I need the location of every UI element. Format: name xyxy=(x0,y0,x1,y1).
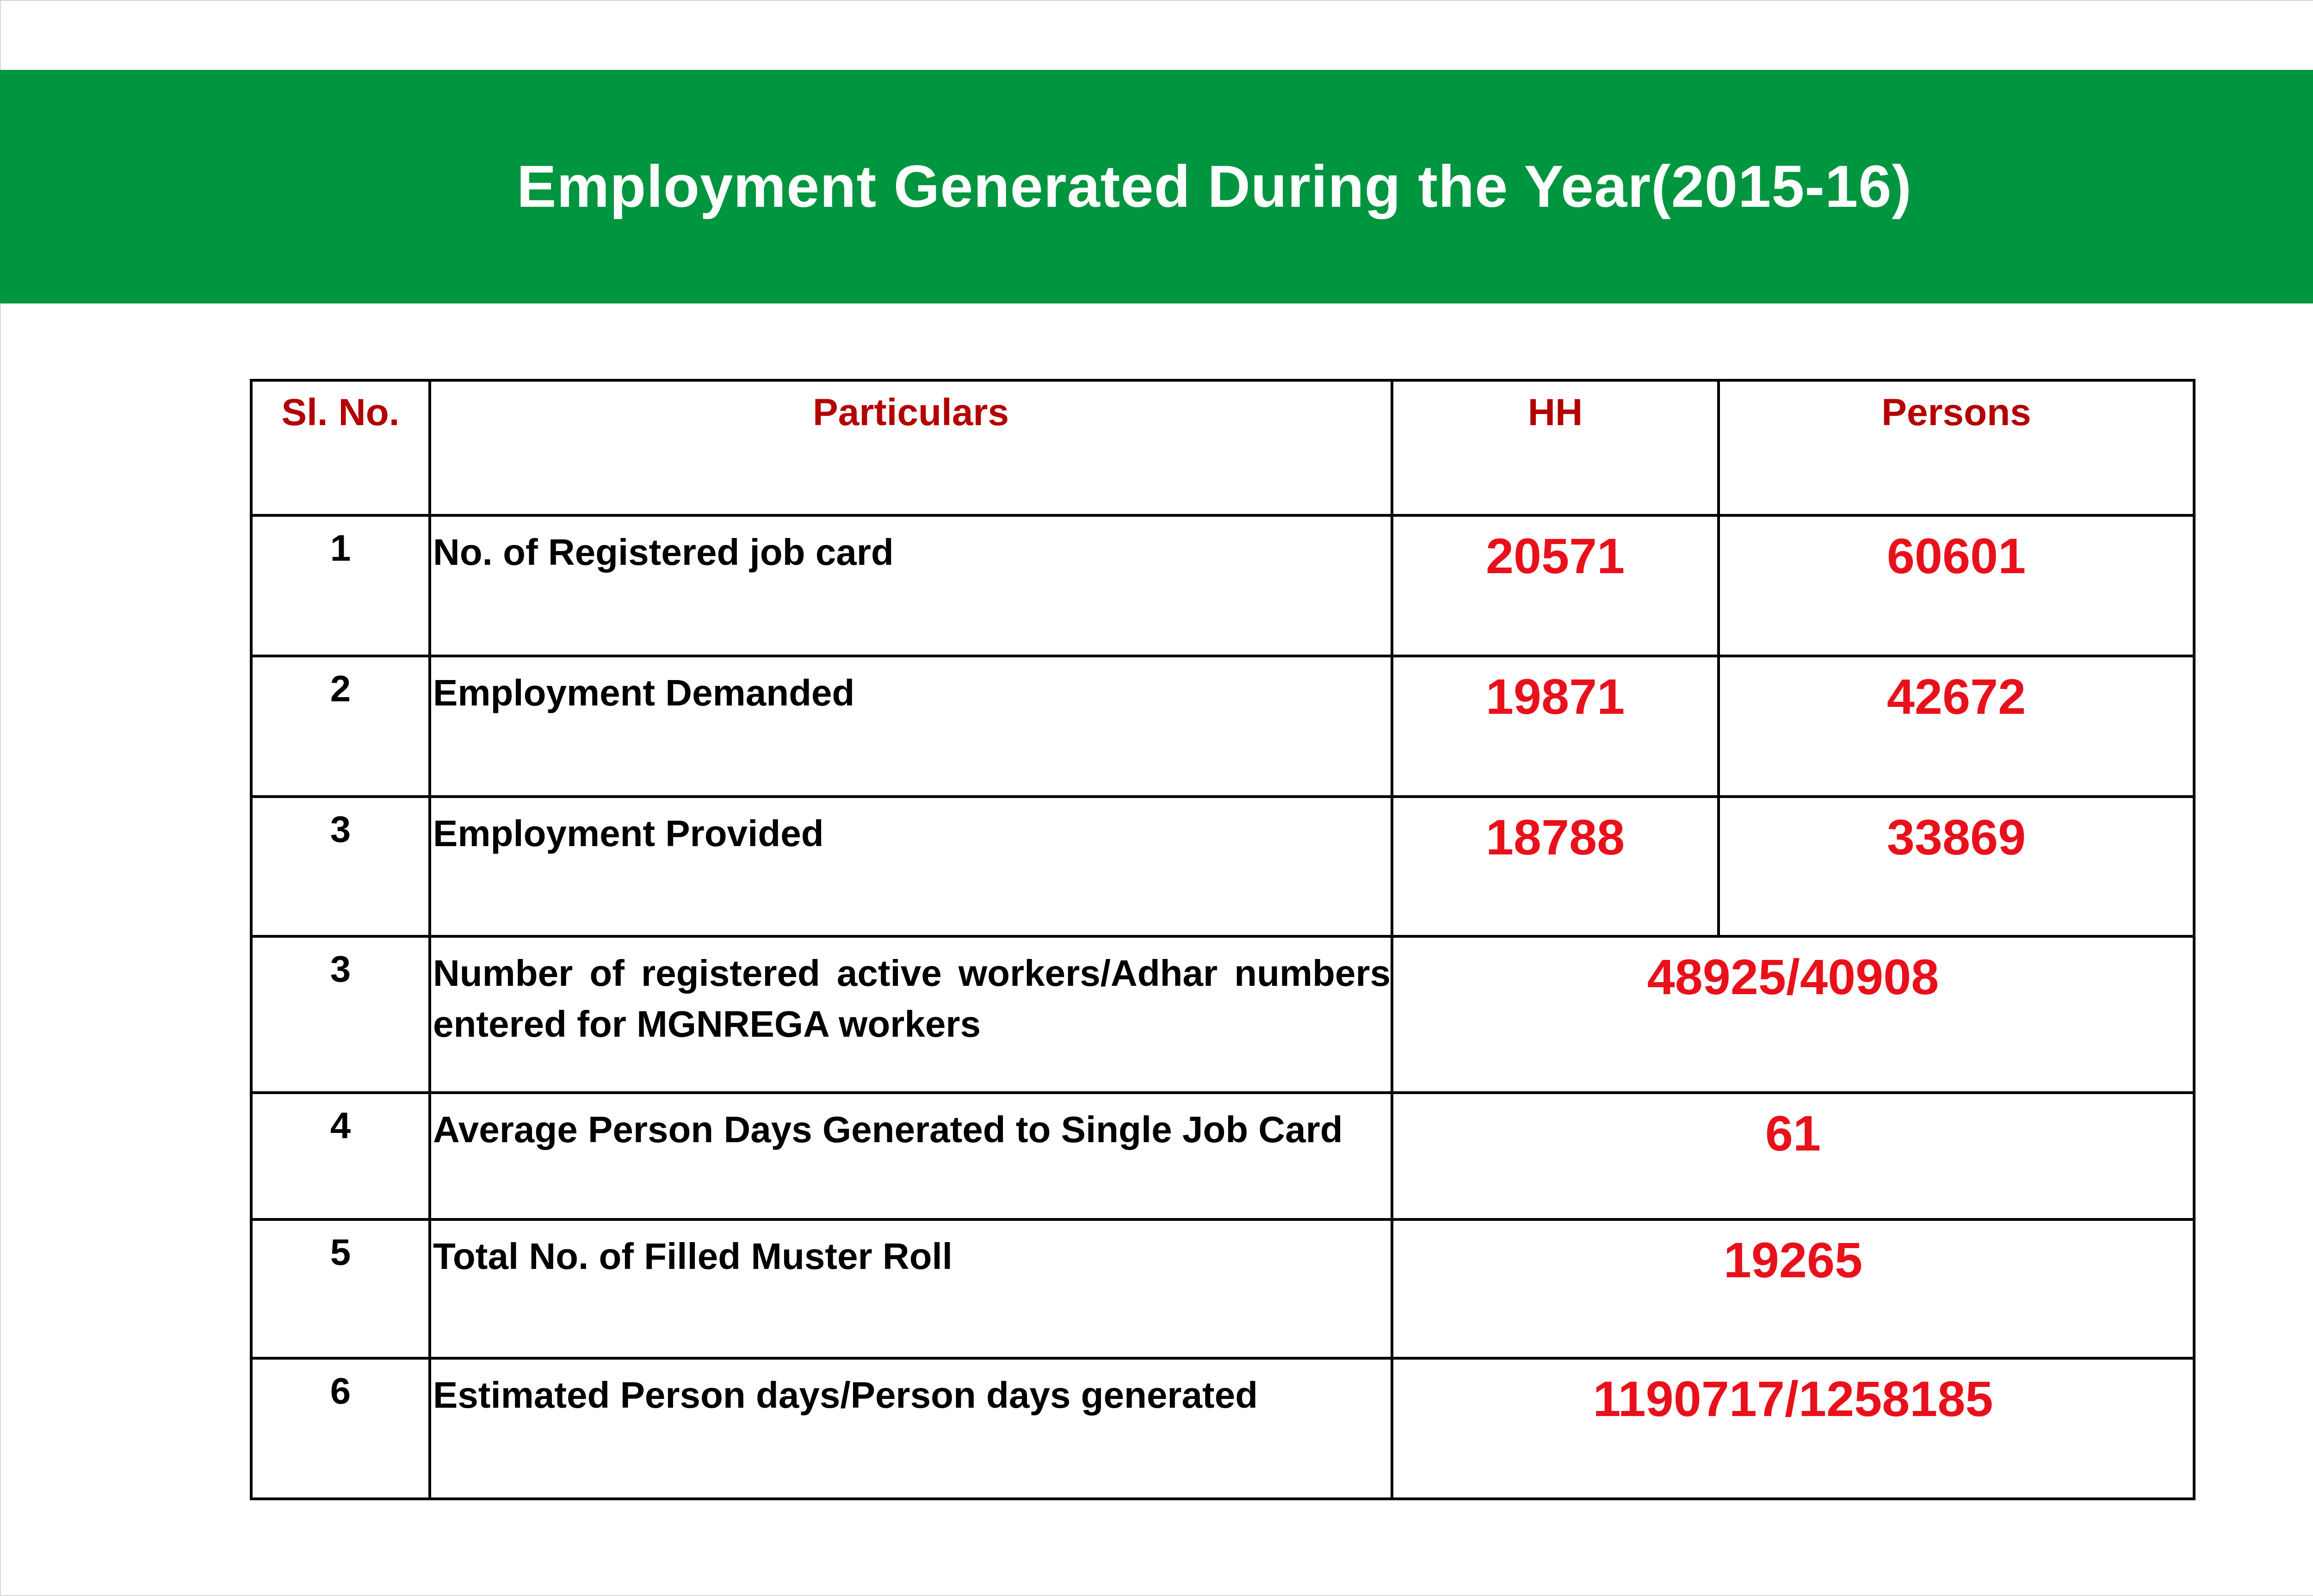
row-sl-no: 5 xyxy=(251,1219,430,1358)
table-row xyxy=(251,1358,2194,1499)
title-band xyxy=(0,70,2313,303)
row-sl-no: 3 xyxy=(251,936,430,1093)
row-particular: Total No. of Filled Muster Roll xyxy=(430,1219,1392,1358)
row-hh-value: 19871 xyxy=(1392,656,1719,797)
row-particular: Number of registered active workers/Adhar numbers entered for MGNREGA workers xyxy=(430,936,1392,1093)
row-sl-no: 6 xyxy=(251,1358,430,1499)
row-persons-value: 42672 xyxy=(1719,656,2194,797)
row-sl-no: 3 xyxy=(251,797,430,936)
table-row xyxy=(251,656,2194,797)
row-particular: No. of Registered job card xyxy=(430,515,1392,656)
row-persons-value: 60601 xyxy=(1719,515,2194,656)
row-hh-value: 20571 xyxy=(1392,515,1719,656)
row-particular: Employment Demanded xyxy=(430,656,1392,797)
row-merged-value: 1190717/1258185 xyxy=(1392,1358,2194,1499)
row-sl-no: 2 xyxy=(251,656,430,797)
header-sl-no: Sl. No. xyxy=(251,380,430,515)
table-row xyxy=(251,936,2194,1093)
table-header-row xyxy=(251,380,2194,515)
table-row xyxy=(251,1219,2194,1358)
table-row xyxy=(251,515,2194,656)
employment-table xyxy=(250,379,2195,1500)
row-particular: Employment Provided xyxy=(430,797,1392,936)
row-persons-value: 33869 xyxy=(1719,797,2194,936)
row-sl-no: 1 xyxy=(251,515,430,656)
row-hh-value: 18788 xyxy=(1392,797,1719,936)
row-merged-value: 61 xyxy=(1392,1093,2194,1219)
row-merged-value: 19265 xyxy=(1392,1219,2194,1358)
row-particular: Estimated Person days/Person days generated xyxy=(430,1358,1392,1499)
header-particulars: Particulars xyxy=(430,380,1392,515)
row-particular: Average Person Days Generated to Single Job Card xyxy=(430,1093,1392,1219)
header-persons: Persons xyxy=(1719,380,2194,515)
row-merged-value: 48925/40908 xyxy=(1392,936,2194,1093)
table-row xyxy=(251,797,2194,936)
header-hh: HH xyxy=(1392,380,1719,515)
table-row xyxy=(251,1093,2194,1219)
row-sl-no: 4 xyxy=(251,1093,430,1219)
page-title: Employment Generated During the Year(2015-16) xyxy=(516,154,1912,220)
